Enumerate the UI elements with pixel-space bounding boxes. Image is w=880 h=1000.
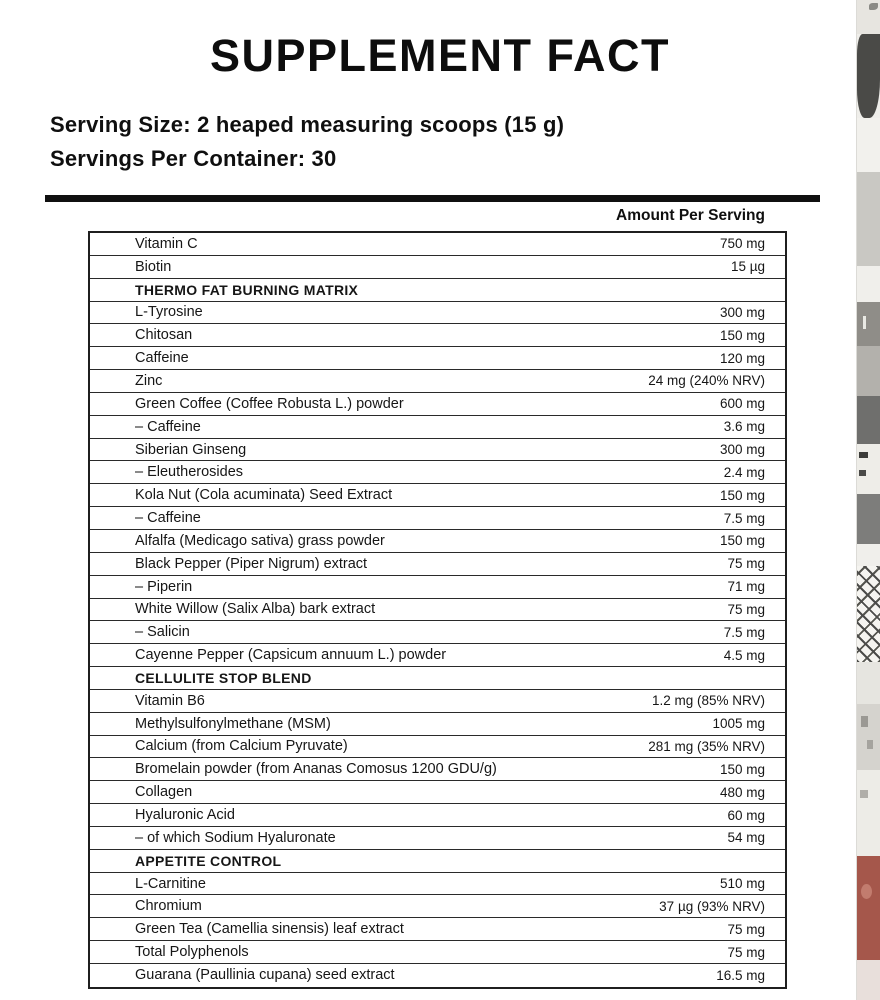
ingredient-row [90, 621, 785, 644]
photo-fragment [857, 494, 880, 544]
ingredient-name: Chitosan [135, 327, 193, 344]
ingredient-amount: 15 µg [730, 259, 765, 275]
ingredient-name: Cayenne Pepper (Capsicum annuum L.) powder [135, 647, 447, 664]
ingredient-name: Vitamin C [135, 235, 198, 252]
ingredient-name: Alfalfa (Medicago sativa) grass powder [135, 532, 385, 549]
ingredient-row [90, 964, 785, 987]
ingredient-row [90, 461, 785, 484]
ingredient-name: Green Tea (Camellia sinensis) leaf extract [135, 921, 404, 938]
ingredient-amount: 3.6 mg [723, 419, 765, 435]
photo-fragment [867, 740, 873, 749]
ingredient-name: – of which Sodium Hyaluronate [135, 829, 336, 846]
ingredient-name: Calcium (from Calcium Pyruvate) [135, 738, 348, 755]
ingredient-name: – Salicin [135, 624, 190, 641]
photo-fragment [857, 662, 880, 704]
ingredient-row [90, 484, 785, 507]
ingredient-name: – Eleutherosides [135, 464, 244, 481]
photo-fragment [860, 790, 868, 798]
ingredient-row [90, 324, 785, 347]
ingredient-row [90, 644, 785, 667]
ingredient-amount: 150 mg [719, 487, 765, 503]
ingredient-name: Caffeine [135, 350, 189, 367]
ingredient-amount: 4.5 mg [723, 647, 765, 663]
ingredient-row [90, 895, 785, 918]
ingredient-row [90, 918, 785, 941]
ingredient-amount: 71 mg [727, 579, 765, 595]
ingredient-name: Zinc [135, 372, 163, 389]
ingredient-amount: 300 mg [719, 304, 765, 320]
ingredient-amount: 16.5 mg [716, 967, 765, 983]
ingredients-table [88, 231, 787, 989]
photo-fragment [857, 266, 880, 302]
section-header-row [90, 850, 785, 873]
ingredient-name: Bromelain powder (from Ananas Comosus 1200 GDU/g) [135, 761, 497, 778]
photo-fragment [857, 704, 880, 770]
ingredient-amount: 24 mg (240% NRV) [648, 373, 765, 389]
ingredient-amount: 7.5 mg [723, 510, 765, 526]
ingredient-name: Siberian Ginseng [135, 441, 247, 458]
serving-info [50, 108, 564, 176]
ingredient-amount: 1.2 mg (85% NRV) [651, 693, 765, 709]
ingredient-amount: 75 mg [727, 556, 765, 572]
ingredient-amount: 750 mg [719, 236, 765, 252]
ingredient-row [90, 347, 785, 370]
photo-fragment [859, 470, 866, 476]
section-header-label: CELLULITE STOP BLEND [135, 669, 312, 686]
ingredient-amount: 1005 mg [712, 716, 765, 732]
ingredient-name: Green Coffee (Coffee Robusta L.) powder [135, 395, 404, 412]
ingredient-name: Biotin [135, 258, 172, 275]
ingredient-name: Kola Nut (Cola acuminata) Seed Extract [135, 487, 393, 504]
ingredient-row [90, 781, 785, 804]
amount-per-serving-header: Amount Per Serving [616, 207, 765, 224]
ingredient-name: Collagen [135, 784, 193, 801]
photo-fragment [857, 118, 880, 172]
photo-fragment [863, 316, 866, 329]
ingredient-amount: 75 mg [727, 921, 765, 937]
ingredient-row [90, 439, 785, 462]
ingredient-amount: 2.4 mg [723, 464, 765, 480]
section-header-label: THERMO FAT BURNING MATRIX [135, 281, 359, 298]
ingredient-amount: 281 mg (35% NRV) [648, 738, 765, 754]
ingredient-row [90, 233, 785, 256]
photo-fragment [869, 3, 878, 10]
ingredient-amount: 150 mg [719, 533, 765, 549]
ingredient-amount: 510 mg [719, 876, 765, 892]
photo-fragment [857, 34, 880, 118]
ingredient-amount: 300 mg [719, 442, 765, 458]
ingredient-name: Hyaluronic Acid [135, 807, 235, 824]
ingredient-row [90, 507, 785, 530]
ingredient-name: White Willow (Salix Alba) bark extract [135, 601, 376, 618]
photo-fragment [857, 544, 880, 566]
photo-fragment [857, 346, 880, 396]
divider-bar [45, 195, 820, 202]
photo-fragment [857, 856, 880, 960]
photo-fragment [857, 396, 880, 444]
ingredient-amount: 7.5 mg [723, 624, 765, 640]
ingredient-amount: 480 mg [719, 784, 765, 800]
ingredient-name: Chromium [135, 898, 202, 915]
photo-fragment [857, 566, 880, 662]
section-header-row [90, 279, 785, 302]
ingredient-name: L-Carnitine [135, 875, 206, 892]
ingredient-row [90, 736, 785, 759]
ingredient-name: Methylsulfonylmethane (MSM) [135, 715, 331, 732]
photo-fragment [857, 302, 880, 346]
servings-per-container-line: Servings Per Container: 30 [50, 146, 337, 171]
ingredient-row [90, 758, 785, 781]
ingredient-row [90, 873, 785, 896]
photo-fragment [857, 960, 880, 1000]
ingredient-row [90, 416, 785, 439]
ingredient-name: L-Tyrosine [135, 304, 203, 321]
ingredient-name: – Piperin [135, 578, 193, 595]
photo-fragment [861, 884, 872, 899]
ingredient-amount: 120 mg [719, 350, 765, 366]
photo-fragment [857, 172, 880, 266]
ingredient-amount: 75 mg [727, 944, 765, 960]
section-header-row [90, 667, 785, 690]
ingredient-row [90, 827, 785, 850]
ingredient-row [90, 553, 785, 576]
ingredient-row [90, 713, 785, 736]
ingredient-amount: 600 mg [719, 396, 765, 412]
photo-fragment [857, 770, 880, 856]
ingredient-name: Black Pepper (Piper Nigrum) extract [135, 555, 368, 572]
ingredient-row [90, 256, 785, 279]
ingredient-row [90, 576, 785, 599]
ingredient-amount: 60 mg [727, 807, 765, 823]
photo-fragment [859, 452, 868, 458]
section-header-label: APPETITE CONTROL [135, 852, 282, 869]
ingredient-row [90, 690, 785, 713]
ingredient-amount: 150 mg [719, 761, 765, 777]
ingredient-amount: 54 mg [727, 830, 765, 846]
page-title: SUPPLEMENT FACT [209, 30, 671, 81]
ingredient-row [90, 530, 785, 553]
photo-fragment [861, 716, 868, 727]
ingredient-amount: 150 mg [719, 327, 765, 343]
ingredient-name: – Caffeine [135, 418, 201, 435]
ingredient-name: Guarana (Paullinia cupana) seed extract [135, 967, 395, 984]
ingredient-row [90, 804, 785, 827]
ingredient-amount: 37 µg (93% NRV) [659, 898, 765, 914]
ingredient-row [90, 302, 785, 325]
ingredient-amount: 75 mg [727, 601, 765, 617]
ingredient-row [90, 393, 785, 416]
ingredient-name: – Caffeine [135, 510, 201, 527]
ingredient-row [90, 599, 785, 622]
ingredient-row [90, 941, 785, 964]
product-photo-sliver [856, 0, 880, 1000]
ingredient-row [90, 370, 785, 393]
serving-size-line: Serving Size: 2 heaped measuring scoops (15 g) [50, 112, 565, 137]
ingredient-name: Total Polyphenols [135, 944, 249, 961]
ingredient-name: Vitamin B6 [135, 692, 205, 709]
